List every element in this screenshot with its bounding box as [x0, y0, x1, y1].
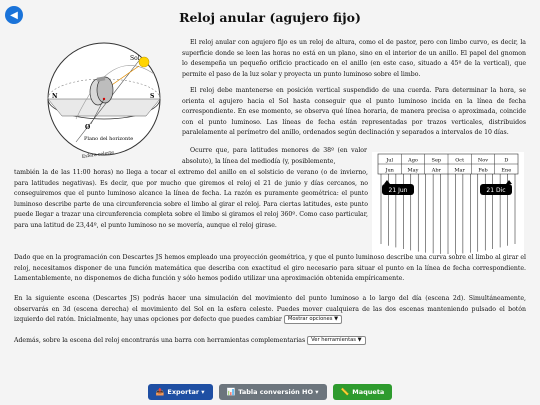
sun-label: Sol	[130, 55, 140, 62]
month-label-bottom: Mar	[454, 167, 465, 174]
bottom-toolbar	[0, 384, 540, 400]
month-label-top: Jul	[386, 157, 394, 164]
paragraph-tools-text: Además, sobre la escena del reloj encontrarás una barra con herramientas complementarias	[14, 337, 306, 344]
options-select[interactable]: Mostrar opciones ▼	[284, 315, 342, 324]
ruler-icon: 📏	[340, 388, 350, 396]
paragraph-simulation	[14, 294, 526, 326]
arrow-left-icon: ◀	[10, 9, 18, 21]
tools-select[interactable]: Ver herramientas ▼	[307, 336, 365, 345]
paragraph-latitude-rest: también la de las 11:00 horas) no llega a tocar el extremo del anillo en el solsticio de verano (o de invierno, para latitudes negativas). Es decir, que por mucho que giremos el reloj el 21 de junio y días cercanos, no conseguiremos que el punto luminoso alcance la línea de fecha. La razón es puramente geométrica: el punto luminoso describe parte de una circunferencia sobre el limbo al girar el reloj. Para ciertas latitudes, este punto puede llegar a trazar una circunferencia completa sobre el limbo si giramos el reloj 360º. Como caso particular, para una latitud de 23,44º, el punto luminoso no se movería, aunque el reloj girase.	[14, 169, 368, 229]
conversion-table-button-label: Tabla conversión HO ▾	[238, 388, 319, 396]
model-button[interactable]	[333, 384, 393, 400]
paragraph-tools	[14, 336, 526, 347]
north-label: N	[52, 93, 58, 100]
sphere-label: Esfera celeste	[81, 150, 115, 160]
date-marker-left: 21 Jun	[388, 187, 408, 194]
month-label-top: Ago	[408, 157, 418, 164]
paragraph-intro: El reloj anular con agujero fijo es un reloj de altura, como el de pastor, pero con limbo curvo, es decir, la superficie donde se leen las horas no está en un plano, sino en el interior de un anillo. El papel del gnomon lo desempeña un pequeño orificio practicado en el anillo (en este caso, situado a 45º de la vertical), que permite el paso de la luz solar y proyecta un punto luminoso sobre el limbo.	[182, 39, 526, 78]
month-label-bottom: Feb	[478, 167, 488, 174]
export-button[interactable]	[148, 384, 213, 400]
page-title: Reloj anular (agujero fijo)	[179, 10, 361, 25]
celestial-sphere-diagram	[36, 34, 176, 166]
month-label-top: Sep	[431, 157, 442, 164]
month-label-top: Nov	[477, 157, 489, 164]
paragraph-simulation-text: En la siguiente escena (Descartes JS) podrás hacer una simulación del movimiento del punto luminoso a lo largo del día (escena 2d). Simultáneamente, observarás en 3d (escena derecha) el movimiento del Sol en la esfera celeste. Puedes mover cualquiera de las dos escenas manteniendo pulsado el botón izquierdo del ratón. Inicialmente, hay unas opciones por defecto que puedes cambiar	[14, 295, 526, 324]
paragraph-usage: El reloj debe mantenerse en posición vertical suspendido de una cuerda. Para determinar la hora, se orienta el agujero hacia el Sol hasta conseguir que el punto luminoso incida en la línea de fecha correspondiente. En ese momento, se observa qué línea horaria, de manera precisa o aproximada, coincide con el punto luminoso. Las líneas de fecha están representadas por trazos verticales, distribuidos paralelamente al perímetro del anillo, ordenados según declinación y separados a intervalos de 10 días.	[182, 87, 526, 137]
month-label-top: Oct	[455, 157, 465, 164]
observer-label: O	[85, 124, 91, 131]
south-label: S	[150, 93, 155, 100]
upload-icon: 📤	[155, 388, 165, 396]
date-scale-diagram	[372, 152, 524, 258]
month-label-bottom: Abr	[431, 167, 441, 174]
export-button-label: Exportar ▾	[167, 388, 205, 396]
month-label-top: D	[504, 157, 509, 164]
bar-chart-icon: 📊	[226, 388, 236, 396]
date-marker-right: 21 Dic	[486, 187, 506, 194]
conversion-table-button[interactable]	[219, 384, 327, 400]
month-label-bottom: Jun	[385, 167, 394, 174]
horizon-label: Plano del horizonte	[84, 136, 134, 142]
month-label-bottom: Ene	[501, 167, 512, 174]
month-label-bottom: May	[407, 167, 419, 174]
paragraph-descartes: Dado que en la programación con Descartes JS hemos empleado una proyección geométrica, y que el punto luminoso describe una curva sobre el limbo al girar el reloj, necesitamos disponer de una función matemática que describa con exactitud el giro necesario para situar el punto en la línea de fecha correspondiente. Lamentablemente, no disponemos de dicha función y sólo hemos podido utilizar una aproximación obtenida empíricamente.	[14, 254, 526, 283]
model-button-label: Maqueta	[352, 388, 385, 396]
paragraph-latitude-start: Ocurre que, para latitudes menores de 38º (en valor absoluto), la línea del mediodía (y, posiblemente,	[182, 147, 367, 165]
